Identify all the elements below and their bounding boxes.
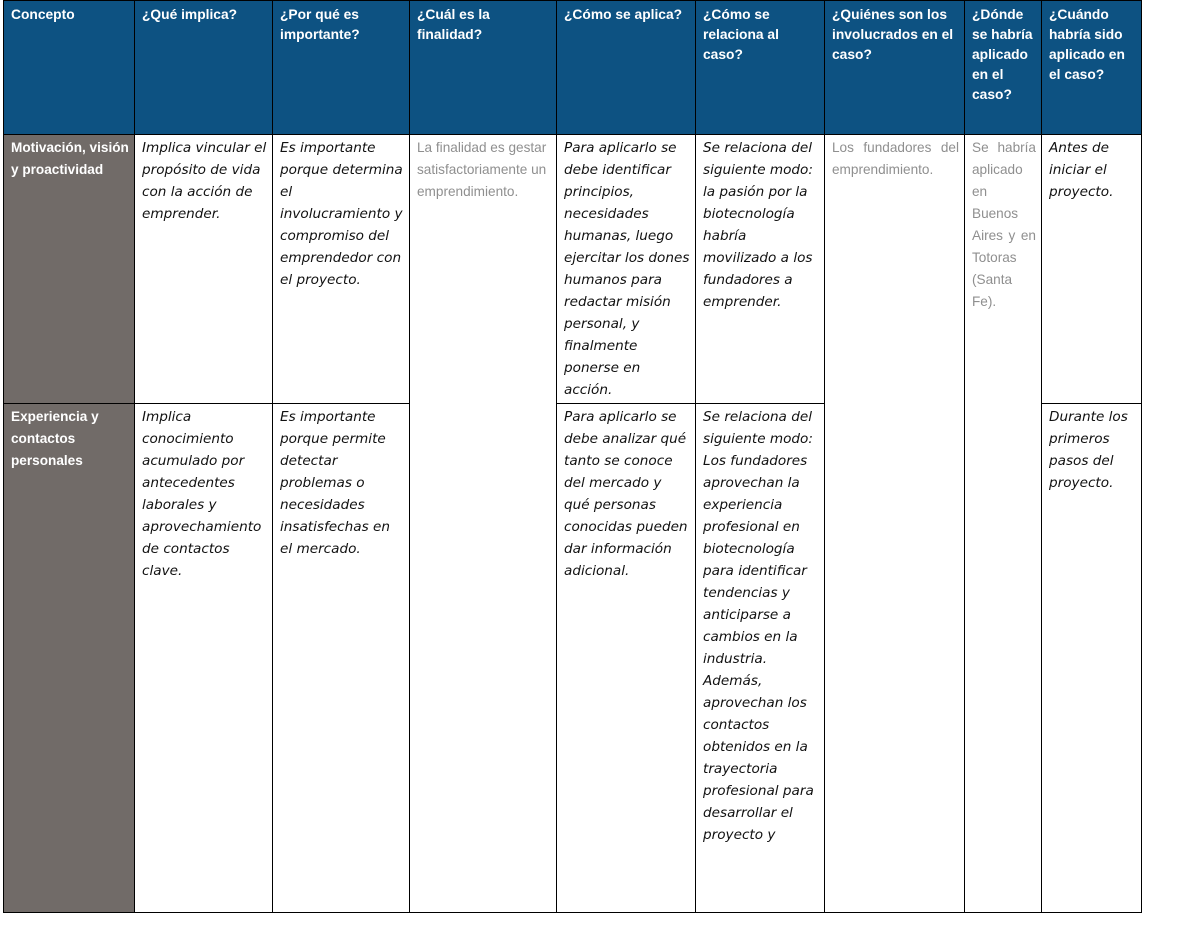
concept-cell: Experiencia y contactos personales — [4, 404, 135, 913]
importante-cell: Es importante porque permite detectar problemas o necesidades insatisfechas en el mercado. — [273, 404, 410, 913]
relaciona-cell: Se relaciona del siguiente modo: Los fundadores aprovechan la experiencia profesional en biotecnología para identificar tendencias y anticiparse a cambios en la industria. Además, aprovechan los contactos obtenidos en la trayectoria profesional para desarrollar el proyecto y — [696, 404, 825, 913]
header-como-relaciona: ¿Cómo se relaciona al caso? — [696, 1, 825, 135]
cuando-cell: Antes de iniciar el proyecto. — [1042, 135, 1142, 404]
header-cuando: ¿Cuándo habría sido aplicado en el caso? — [1042, 1, 1142, 135]
implica-cell: Implica vincular el propósito de vida con la acción de emprender. — [135, 135, 273, 404]
header-que-implica: ¿Qué implica? — [135, 1, 273, 135]
header-involucrados: ¿Quiénes son los involucrados en el caso? — [825, 1, 965, 135]
importante-cell: Es importante porque determina el involucramiento y compromiso del emprendedor con el proyecto. — [273, 135, 410, 404]
concept-table — [3, 0, 1142, 913]
involucrados-cell: Los fundadores del emprendimiento. — [825, 135, 965, 913]
header-row — [4, 1, 1142, 135]
concept-cell: Motivación, visión y proactividad — [4, 135, 135, 404]
aplica-cell: Para aplicarlo se debe analizar qué tanto se conoce del mercado y qué personas conocidas pueden dar información adicional. — [557, 404, 696, 913]
header-por-que-importante: ¿Por qué es importante? — [273, 1, 410, 135]
implica-cell: Implica conocimiento acumulado por antecedentes laborales y aprovechamiento de contactos clave. — [135, 404, 273, 913]
donde-cell: Se habría aplicado en Buenos Aires y en Totoras (Santa Fe). — [965, 135, 1042, 913]
finalidad-cell: La finalidad es gestar satisfactoriamente un emprendimiento. — [410, 135, 557, 913]
table-row — [4, 135, 1142, 404]
header-concepto: Concepto — [4, 1, 135, 135]
relaciona-cell: Se relaciona del siguiente modo: la pasión por la biotecnología habría movilizado a los fundadores a emprender. — [696, 135, 825, 404]
cuando-cell: Durante los primeros pasos del proyecto. — [1042, 404, 1142, 913]
aplica-cell: Para aplicarlo se debe identificar principios, necesidades humanas, luego ejercitar los dones humanos para redactar misión personal, y finalmente ponerse en acción. — [557, 135, 696, 404]
header-como-aplica: ¿Cómo se aplica? — [557, 1, 696, 135]
header-donde: ¿Dónde se habría aplicado en el caso? — [965, 1, 1042, 135]
header-finalidad: ¿Cuál es la finalidad? — [410, 1, 557, 135]
